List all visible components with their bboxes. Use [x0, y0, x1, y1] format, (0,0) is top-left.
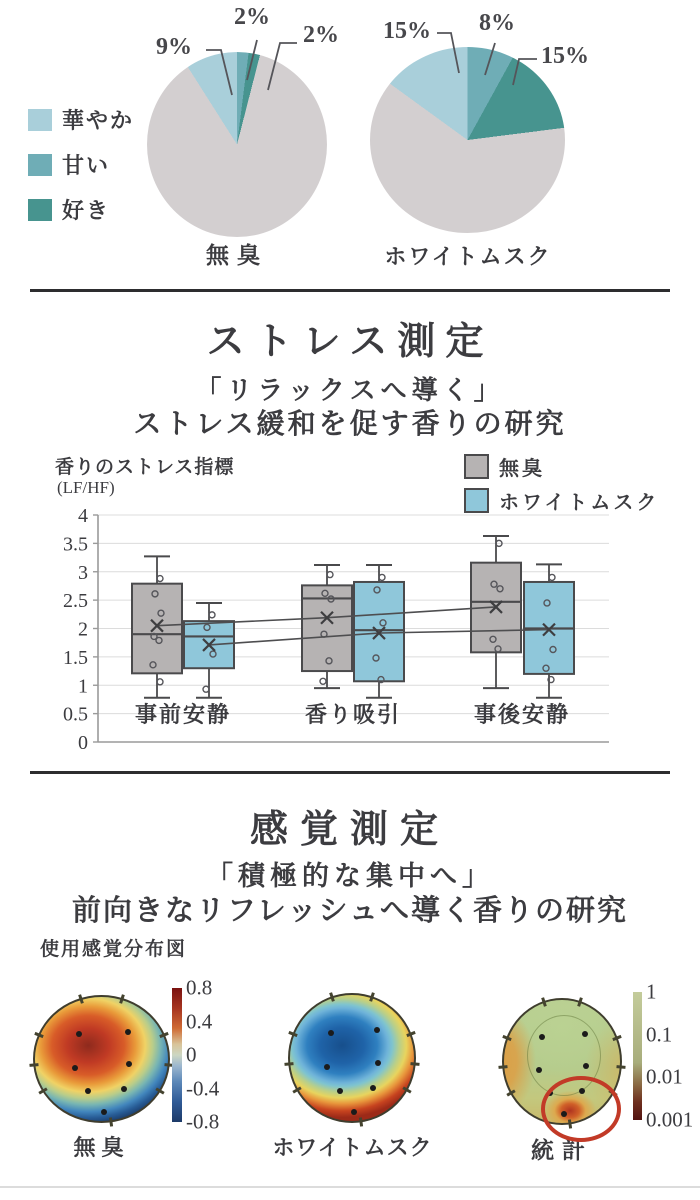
- topomap-odorless: [33, 995, 170, 1123]
- section-divider: [30, 771, 670, 774]
- pie-chart-white-musk: [370, 47, 565, 233]
- electrode-dot: [351, 1109, 357, 1115]
- colorbar-pvalue-ticks: [646, 979, 700, 1132]
- svg-text:2.5: 2.5: [63, 590, 88, 613]
- colorbar-pvalue: [633, 992, 642, 1120]
- head-rim-tick: [120, 994, 126, 1003]
- electrode-dot: [337, 1088, 343, 1094]
- sensory-section-title: 感覚測定: [249, 809, 450, 851]
- head-rim-tick: [410, 1062, 419, 1066]
- colorbar-tick: 1: [646, 979, 657, 1004]
- stress-section-title: ストレス測定: [206, 321, 494, 363]
- head-rim-tick: [330, 992, 336, 1001]
- topomap-white-musk: [288, 993, 416, 1123]
- sensory-subtitle-2: 前向きなリフレッシュへ導く香りの研究: [72, 895, 628, 927]
- pie2-callout-amai: 8%: [479, 10, 515, 36]
- pie1-callout-hanayaka: 9%: [156, 34, 192, 60]
- pie2-caption: ホワイトムスク: [384, 244, 552, 269]
- colorbar-tick: 0.8: [186, 975, 213, 1000]
- pie2-callout-suki: 15%: [541, 43, 589, 69]
- pie1-caption: 無臭: [206, 243, 268, 268]
- head-rim-tick: [359, 1117, 363, 1126]
- head-rim-tick: [284, 1062, 293, 1066]
- legend-label: ホワイトムスク: [499, 492, 660, 514]
- sensory-subtitle-1: 「積極的な集中へ」: [206, 861, 494, 891]
- head-rim-tick: [369, 992, 375, 1001]
- pie1-callout-amai: 2%: [234, 4, 270, 30]
- electrode-dot: [101, 1109, 107, 1115]
- electrode-dot: [539, 1034, 545, 1040]
- colorbar-amplitude-ticks: [186, 975, 246, 1134]
- legend-label: 無臭: [499, 458, 545, 480]
- legend-label: 好き: [62, 198, 111, 223]
- head-rim-tick: [289, 1031, 298, 1037]
- electrode-dot: [375, 1060, 381, 1066]
- head-rim-tick: [612, 1035, 621, 1041]
- pie1-callout-suki: 2%: [303, 22, 339, 48]
- odorless-swatch-icon: [464, 454, 489, 479]
- head-rim-tick: [402, 1087, 411, 1094]
- electrode-dot: [583, 1063, 589, 1069]
- section-divider: [30, 289, 670, 292]
- electrode-dot: [126, 1061, 132, 1067]
- colorbar-tick: -0.8: [186, 1109, 220, 1134]
- boxplot-y-axis-unit: (LF/HF): [57, 478, 115, 497]
- topomap-chart-label: 使用感覚分布図: [40, 939, 188, 960]
- amai-swatch-icon: [28, 154, 52, 176]
- head-rim-tick: [156, 1087, 165, 1094]
- topomap1-caption: 無臭: [73, 1135, 130, 1160]
- head-rim-tick: [38, 1087, 47, 1094]
- pie-chart-odorless: [147, 52, 327, 237]
- boxplot-y-axis-label: 香りのストレス指標: [55, 457, 235, 478]
- head-rim-tick: [577, 997, 583, 1006]
- colorbar-tick: 0.001: [646, 1107, 694, 1132]
- electrode-dot: [536, 1067, 542, 1073]
- svg-text:1: 1: [78, 675, 88, 698]
- stress-subtitle-2: ストレス緩和を促す香りの研究: [133, 409, 567, 440]
- svg-text:0: 0: [78, 732, 88, 754]
- svg-text:事後安静: 事後安静: [473, 702, 571, 727]
- legend-item-odorless: [464, 452, 659, 481]
- colorbar-amplitude: [172, 988, 182, 1122]
- head-rim-tick: [34, 1032, 43, 1038]
- electrode-dot: [121, 1086, 127, 1092]
- svg-text:2: 2: [78, 618, 88, 641]
- svg-text:4: 4: [78, 505, 88, 527]
- electrode-dot: [582, 1031, 588, 1037]
- svg-text:1.5: 1.5: [63, 646, 88, 669]
- suki-swatch-icon: [28, 199, 52, 221]
- electrode-dot: [76, 1031, 82, 1037]
- head-rim-tick: [506, 1089, 515, 1096]
- svg-text:事前安静: 事前安静: [134, 702, 232, 727]
- electrode-dot: [328, 1030, 334, 1036]
- pie2-callout-hanayaka: 15%: [383, 18, 431, 44]
- colorbar-tick: 0: [186, 1042, 197, 1067]
- legend-label: 甘い: [62, 153, 111, 178]
- pie-legend: [28, 104, 134, 239]
- head-rim-tick: [293, 1087, 302, 1094]
- electrode-dot: [85, 1088, 91, 1094]
- page-bottom-rule: [0, 1186, 700, 1188]
- head-rim-tick: [109, 1117, 113, 1126]
- electrode-dot: [370, 1085, 376, 1091]
- electrode-dot: [72, 1065, 78, 1071]
- head-rim-tick: [406, 1031, 415, 1037]
- legend-item-amai: [28, 149, 134, 180]
- head-rim-tick: [541, 997, 547, 1006]
- colorbar-tick: 0.1: [646, 1022, 673, 1047]
- head-rim-tick: [160, 1032, 169, 1038]
- legend-item-suki: [28, 194, 134, 225]
- hanayaka-swatch-icon: [28, 109, 52, 131]
- colorbar-tick: 0.4: [186, 1009, 213, 1033]
- significance-annotation-circle: [541, 1076, 621, 1142]
- legend-label: 華やか: [62, 108, 135, 133]
- topomap2-caption: ホワイトムスク: [272, 1135, 433, 1160]
- electrode-dot: [374, 1027, 380, 1033]
- svg-text:0.5: 0.5: [63, 703, 88, 726]
- head-rim-tick: [502, 1035, 511, 1041]
- stress-subtitle-1: 「リラックスへ導く」: [195, 376, 505, 405]
- head-rim-tick: [616, 1065, 625, 1069]
- topomap3-caption: 統計: [531, 1138, 593, 1163]
- legend-item-hanayaka: [28, 104, 134, 135]
- head-rim-tick: [29, 1063, 38, 1067]
- colorbar-tick: 0.01: [646, 1064, 683, 1089]
- electrode-dot: [324, 1064, 330, 1070]
- svg-text:3: 3: [78, 561, 88, 584]
- colorbar-tick: -0.4: [186, 1076, 220, 1100]
- svg-text:3.5: 3.5: [63, 533, 88, 556]
- head-rim-tick: [78, 994, 84, 1003]
- electrode-dot: [125, 1029, 131, 1035]
- head-rim-tick: [498, 1065, 507, 1069]
- stress-boxplot-chart: [0, 500, 700, 760]
- svg-text:香り吸引: 香り吸引: [304, 702, 402, 727]
